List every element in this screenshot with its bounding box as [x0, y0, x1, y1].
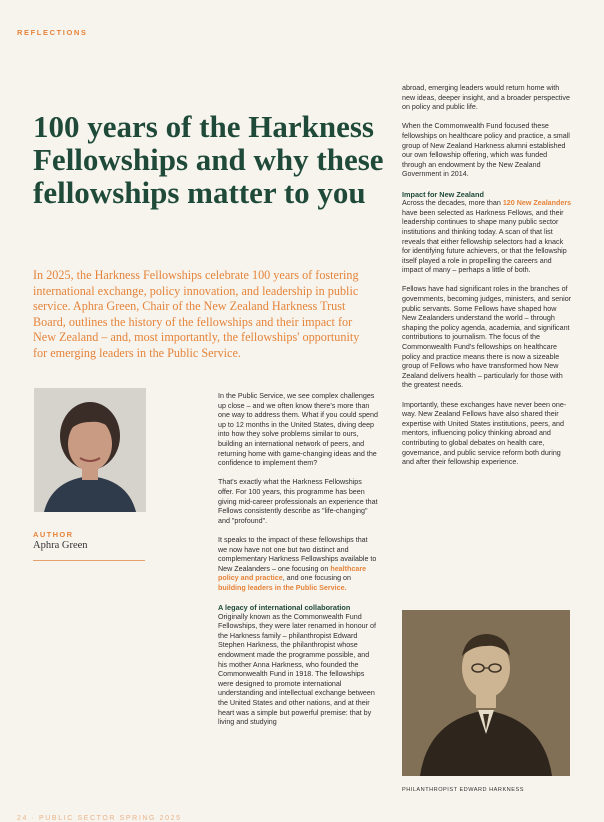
paragraph: abroad, emerging leaders would return home with new ideas, deeper insight, and a broader perspective on policy and public life. [402, 84, 570, 112]
section-label: REFLECTIONS [17, 28, 88, 37]
harkness-photo [402, 610, 570, 776]
photo-caption: PHILANTHROPIST EDWARD HARKNESS [402, 787, 524, 793]
text: have been selected as Harkness Fellows, and their leadership continues to shape many public sector institutions and thinking today. A scan of that list reveals that either fellowship selectors had a knack for identifying future achievers, or that the fellowship itself played a role in propelling the careers and impact of many – perhaps a little of both. [402, 208, 567, 275]
author-name: Aphra Green [33, 540, 88, 551]
paragraph: When the Commonwealth Fund focused these fellowships on healthcare policy and practice, a small group of New Zealand Harkness alumni established our own fellowship offering, which was funded through an endowment by the New Zealand Government in 2014. [402, 122, 570, 179]
public-service-leaders-link[interactable]: building leaders in the Public Service. [218, 583, 347, 592]
paragraph: In the Public Service, we see complex challenges up close – and we often know there's more than one way to address them. What if you could spend up to 12 months in the United States, diving deep into how they solve problems similar to ours, building an international network of peers, and returning home with game-changing ideas and the confidence to implement them? [218, 392, 378, 468]
paragraph: Originally known as the Commonwealth Fund Fellowships, they were later renamed in honour of the Harkness family – philanthropist Edward Stephen Harkness, the philanthropist whose endowment made the programme possible, and his mother Anna Harkness, who founded the Commonwealth Fund in 1918. The fellowships were designed to promote international understanding and intellectual exchange between the United States and other nations, and at their heart was a simple but powerful premise: that by living and studying [218, 612, 376, 727]
author-label: AUTHOR [33, 530, 74, 539]
highlight-text: 120 New Zealanders [502, 199, 572, 208]
paragraph [402, 199, 572, 276]
paragraph: Fellows have had significant roles in the branches of governments, becoming judges, ministers, and senior public servants. Some Fellows have shaped how New Zealanders understand the world – through shaping the policy agenda, academia, and significant contributions to journalism. The focus of the Commonwealth Fund's fellowships on healthcare policy and practice means there is now a sizeable group of Fellows who have transformed how New Zealand delivers health – particularly for those with the greatest needs. [402, 285, 572, 390]
page-footer: 24 · PUBLIC SECTOR SPRING 2025 [17, 815, 182, 822]
paragraph: Importantly, these exchanges have never been one-way. New Zealand Fellows have also shared their expertise with United States institutions, peers, and mentors, influencing policy thinking abroad and contributing to global debates on health care, governance, and public service reform both during and after their fellowship experience. [402, 400, 567, 467]
healthcare-policy-link[interactable]: healthcare policy and practice [218, 564, 367, 583]
subheading: A legacy of international collaboration [218, 603, 351, 613]
text: It speaks to the impact of these fellowships that we now have not one but two distinct and complementary Harkness Fellowships available to New Zealanders – one focusing on [218, 535, 377, 573]
headline: 100 years of the Harkness Fellowships and why these fellowships matter to you [33, 109, 384, 210]
paragraph [218, 536, 378, 594]
standfirst: In 2025, the Harkness Fellowships celebrate 100 years of fostering international exchange, policy innovation, and leadership in public service. Aphra Green, Chair of the New Zealand Harkness Trust Board, outlines the history of the fellowships and their impact for New Zealand – and, most importantly, the fellowships' opportunity for emerging leaders in the Public Service. [33, 268, 360, 360]
subheading: Impact for New Zealand [402, 189, 484, 199]
paragraph: That's exactly what the Harkness Fellowships offer. For 100 years, this programme has been giving mid-career professionals an experience that Fellows consistently describe as "life-changing" and "profound". [218, 478, 378, 525]
text: , and one focusing on [282, 574, 351, 583]
body-column-1 [218, 392, 378, 737]
author-divider [33, 560, 145, 561]
body-column-2 [402, 84, 572, 477]
author-portrait [34, 388, 146, 512]
text: Across the decades, more than [402, 199, 503, 208]
